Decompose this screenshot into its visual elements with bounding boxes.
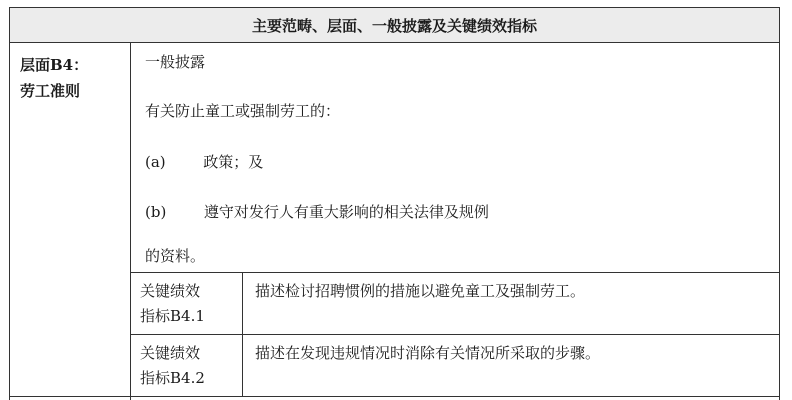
disclosure-item-a — [145, 151, 263, 172]
item-b-marker: (b) — [145, 203, 167, 221]
disclosure-item-b — [145, 201, 489, 222]
table-header — [10, 8, 779, 43]
disclosure-intro: 有关防止童工或强制劳工的： — [145, 102, 341, 120]
kpi-table — [9, 7, 780, 400]
table-divider — [10, 396, 779, 397]
aspect-cell — [10, 43, 131, 400]
kpi-description: 描述在发现违规情况时消除有关情况所采取的步骤。 — [255, 344, 601, 362]
kpi-row — [131, 272, 779, 335]
kpi-label-line1: 关键绩效 — [140, 344, 201, 362]
kpi-description: 描述检讨招聘惯例的措施以避免童工及强制劳工。 — [255, 282, 586, 300]
kpi-label — [131, 335, 243, 397]
disclosure-closing: 的资料。 — [145, 247, 206, 265]
kpi-label-line2: 指标B4.1 — [140, 307, 205, 325]
disclosure-heading: 一般披露 — [145, 53, 206, 71]
table-header-title: 主要范畴、层面、一般披露及关键绩效指标 — [251, 16, 537, 35]
kpi-row — [131, 334, 779, 397]
aspect-label-line1: 层面B4： — [20, 56, 89, 74]
item-a-text: 政策；及 — [203, 153, 264, 171]
kpi-label — [131, 273, 243, 335]
aspect-label-line2: 劳工准则 — [20, 82, 81, 100]
kpi-label-line1: 关键绩效 — [140, 282, 201, 300]
aspect-label — [20, 52, 88, 104]
item-a-marker: (a) — [145, 153, 166, 171]
item-b-text: 遵守对发行人有重大影响的相关法律及规例 — [203, 203, 489, 221]
kpi-label-line2: 指标B4.2 — [140, 369, 205, 387]
